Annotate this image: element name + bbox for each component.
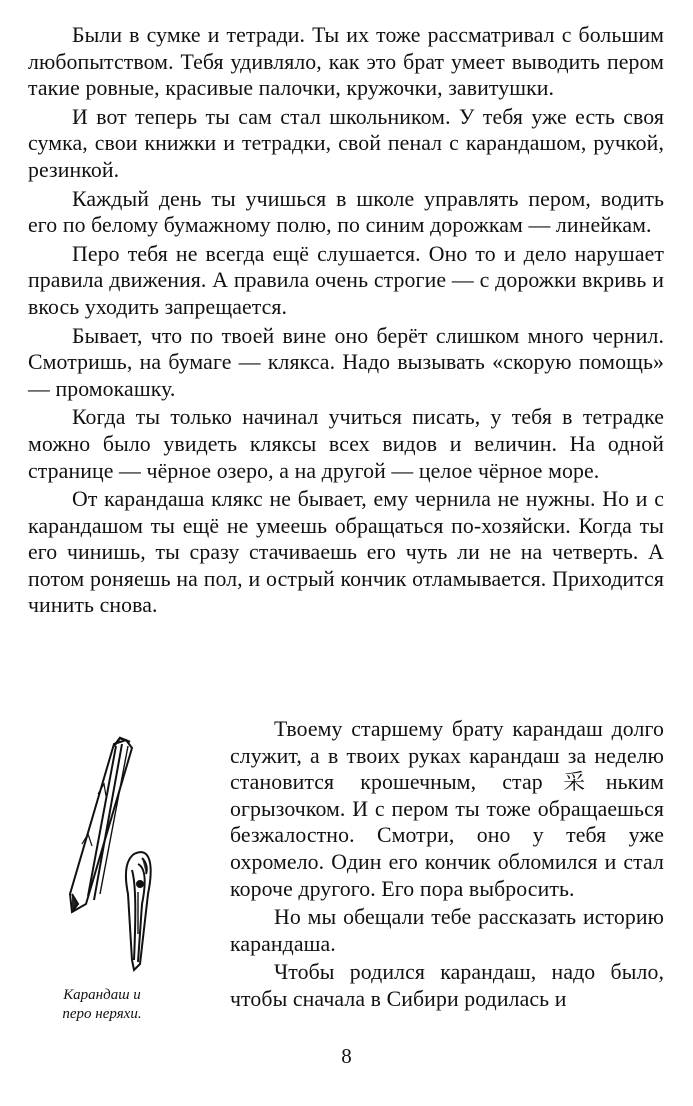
illustrated-section xyxy=(28,716,664,1046)
figure-caption xyxy=(28,986,176,1024)
paragraph-6: Когда ты только начинал учиться писать, у тебя в тетрадке можно было увидеть кляксы всех видов и величин. На одной странице — чёрное озеро, а на другой — целое чёрное море. xyxy=(28,405,664,483)
side-paragraph-1: Твоему старшему брату карандаш долго служит, а в твоих руках карандаш за неделю становится крошечным, стар采ньким огрызочком. И с пером ты тоже обращаешься безжалостно. Смотри, оно у тебя уже охромело. Один его кончик обломился и стал короче другого. Его пора выбросить. xyxy=(230,717,664,901)
pencil-and-pen-illustration xyxy=(42,734,172,984)
figure xyxy=(28,716,188,1046)
pen-nib-drawing xyxy=(126,852,151,970)
side-paragraph-3: Чтобы родился карандаш, надо было, чтобы сначала в Сибири родилась и xyxy=(230,960,664,1011)
side-text-column xyxy=(230,716,664,1013)
main-text-column xyxy=(28,22,664,619)
caption-line-2: перо неряхи. xyxy=(62,1006,142,1022)
paragraph-5: Бывает, что по твоей вине оно берёт слишком много чернил. Смотришь, на бумаге — клякса. Надо вызывать «скорую помощь» — промокашку. xyxy=(28,323,664,401)
paragraph-1: Были в сумке и тетради. Ты их тоже рассматривал с большим любопытством. Тебя удивляло, как это брат умеет выводить пером такие ровные, красивые палочки, кружочки, завитушки. xyxy=(28,23,664,101)
pencil-drawing xyxy=(70,738,132,912)
paragraph-2: И вот теперь ты сам стал школьником. У тебя уже есть своя сумка, свои книжки и тетрадки, свой пенал с карандашом, ручкой, резинкой. xyxy=(28,104,664,182)
paragraph-3: Каждый день ты учишься в школе управлять пером, водить его по белому бумажному полю, по синим дорожкам — линейкам. xyxy=(28,186,664,238)
paragraph-7: От карандаша клякс не бывает, ему чернила не нужны. Но и с карандашом ты ещё не умеешь обращаться по-хозяйски. Когда ты его чинишь, ты сразу стачиваешь его чуть ли не на четверть. А потом роняешь на пол, и острый кончик отламывается. Приходится чинить снова. xyxy=(28,487,664,618)
page-number: 8 xyxy=(341,1044,352,1068)
paragraph-4: Перо тебя не всегда ещё слушается. Оно то и дело нарушает правила движения. А правила очень строгие — с дорожки вкривь и вкось уходить запрещается. xyxy=(28,241,664,319)
caption-line-1: Карандаш и xyxy=(63,987,141,1003)
side-paragraph-2: Но мы обещали тебе рассказать историю карандаша. xyxy=(230,905,664,956)
